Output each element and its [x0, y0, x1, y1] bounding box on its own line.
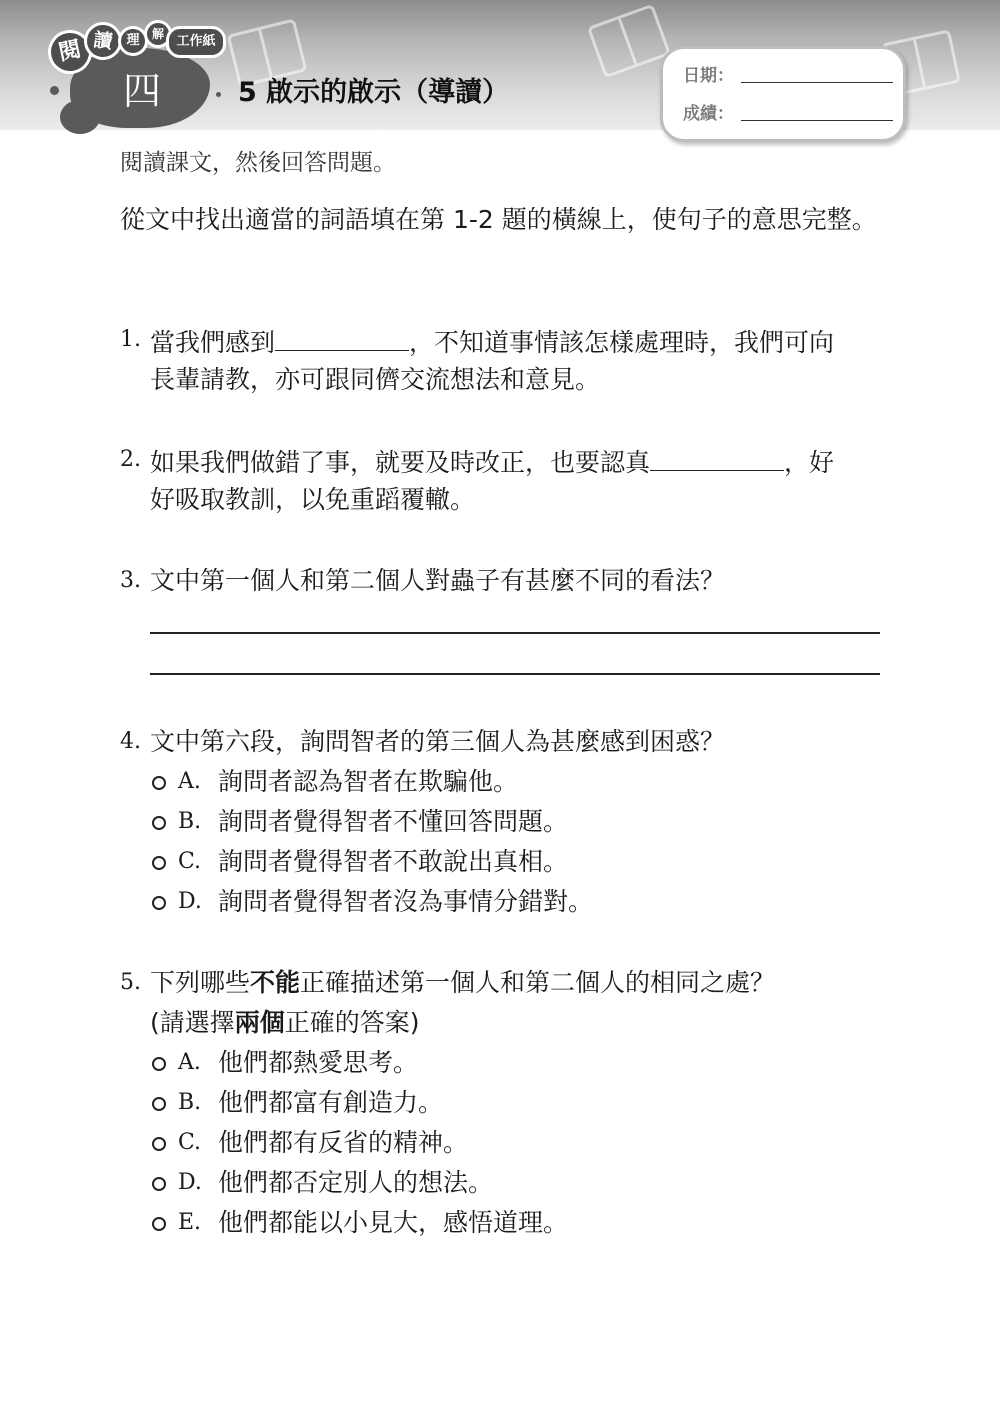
radio-button[interactable]	[152, 1177, 166, 1191]
worksheet-logo	[48, 18, 248, 68]
option-5c[interactable]	[120, 1123, 890, 1163]
option-4c[interactable]	[120, 842, 890, 882]
question-1	[120, 320, 890, 400]
option-text: 詢問者覺得智者沒為事情分錯對。	[218, 887, 594, 916]
radio-button[interactable]	[152, 896, 166, 910]
question-number: 5.	[120, 970, 141, 995]
question-text: ，不知道事情該怎樣處理時，我們可向	[409, 328, 835, 357]
logo-char: 閱	[44, 26, 96, 78]
unit-blob-drop	[60, 100, 100, 134]
book-icon	[587, 4, 671, 79]
option-text: 他們都富有創造力。	[218, 1088, 444, 1117]
question-5	[120, 963, 890, 1243]
intro-text: 閱讀課文，然後回答問題。	[120, 150, 396, 176]
radio-button[interactable]	[152, 1097, 166, 1111]
logo-char: 讀	[82, 20, 125, 63]
radio-button[interactable]	[152, 1137, 166, 1151]
radio-button[interactable]	[152, 1057, 166, 1071]
question-text: 文中第六段，詢問智者的第三個人為甚麼感到困惑？	[150, 727, 726, 756]
answer-line-1[interactable]	[150, 632, 880, 634]
instruction-text: 從文中找出適當的詞語填在第 1-2 題的橫線上，使句子的意思完整。	[120, 205, 877, 234]
logo-char: 理	[118, 26, 148, 56]
option-text: 他們都否定別人的想法。	[218, 1168, 494, 1197]
option-letter: C.	[178, 849, 202, 874]
question-text: 長輩請教，亦可跟同儕交流想法和意見。	[150, 365, 601, 394]
option-text: 他們都有反省的精神。	[218, 1128, 469, 1157]
option-letter: A.	[178, 769, 201, 794]
date-label: 日期：	[683, 66, 734, 86]
question-text: 當我們感到	[150, 328, 276, 357]
question-number: 1.	[120, 327, 141, 352]
option-text: 他們都能以小見大，感悟道理。	[218, 1208, 569, 1237]
radio-button[interactable]	[152, 776, 166, 790]
option-letter: A.	[178, 1050, 201, 1075]
logo-char: 工作紙	[166, 26, 226, 58]
question-emphasis: 兩個	[234, 1008, 285, 1037]
option-5b[interactable]	[120, 1083, 890, 1123]
question-note: (請選擇	[150, 1008, 235, 1037]
decor-dot	[50, 86, 59, 95]
date-row	[683, 61, 893, 87]
question-4	[120, 722, 890, 922]
answer-line-2[interactable]	[150, 673, 880, 675]
question-number: 4.	[120, 729, 141, 754]
fill-blank-1[interactable]	[275, 320, 409, 351]
question-2	[120, 440, 890, 520]
question-emphasis: 不能	[250, 968, 301, 997]
radio-button[interactable]	[152, 1217, 166, 1231]
option-text: 詢問者覺得智者不敢說出真相。	[218, 847, 569, 876]
question-text: 正確描述第一個人和第二個人的相同之處？	[300, 968, 776, 997]
decor-dot	[196, 90, 203, 97]
logo-char: 解	[144, 20, 172, 48]
score-label: 成績：	[683, 104, 734, 124]
radio-button[interactable]	[152, 856, 166, 870]
option-4b[interactable]	[120, 802, 890, 842]
date-score-box	[660, 46, 906, 142]
option-5a[interactable]	[120, 1043, 890, 1083]
question-text: 如果我們做錯了事，就要及時改正，也要認真	[150, 448, 651, 477]
option-text: 詢問者覺得智者不懂回答問題。	[218, 807, 569, 836]
score-field[interactable]	[741, 120, 893, 121]
question-text: 文中第一個人和第二個人對蟲子有甚麼不同的看法？	[150, 566, 726, 595]
question-number: 3.	[120, 568, 141, 593]
option-4a[interactable]	[120, 762, 890, 802]
option-letter: D.	[178, 1170, 202, 1195]
option-text: 他們都熱愛思考。	[218, 1048, 419, 1077]
question-text: ，好	[784, 448, 835, 477]
page-title: 5 啟示的啟示（導讀）	[238, 77, 510, 108]
option-5e[interactable]	[120, 1203, 890, 1243]
option-5d[interactable]	[120, 1163, 890, 1203]
question-number: 2.	[120, 447, 141, 472]
decor-dot	[216, 92, 221, 97]
score-row	[683, 99, 893, 125]
option-letter: B.	[178, 1090, 202, 1115]
option-letter: B.	[178, 809, 202, 834]
question-note: 正確的答案)	[284, 1008, 420, 1037]
question-text: 好吸取教訓，以免重蹈覆轍。	[150, 485, 476, 514]
question-text: 下列哪些	[150, 968, 251, 997]
date-field[interactable]	[741, 82, 893, 83]
option-letter: E.	[178, 1210, 202, 1235]
unit-number: 四	[122, 69, 161, 113]
radio-button[interactable]	[152, 816, 166, 830]
option-text: 詢問者認為智者在欺騙他。	[218, 767, 519, 796]
fill-blank-2[interactable]	[650, 440, 784, 471]
option-4d[interactable]	[120, 882, 890, 922]
question-3	[120, 561, 890, 601]
option-letter: C.	[178, 1130, 202, 1155]
option-letter: D.	[178, 889, 202, 914]
